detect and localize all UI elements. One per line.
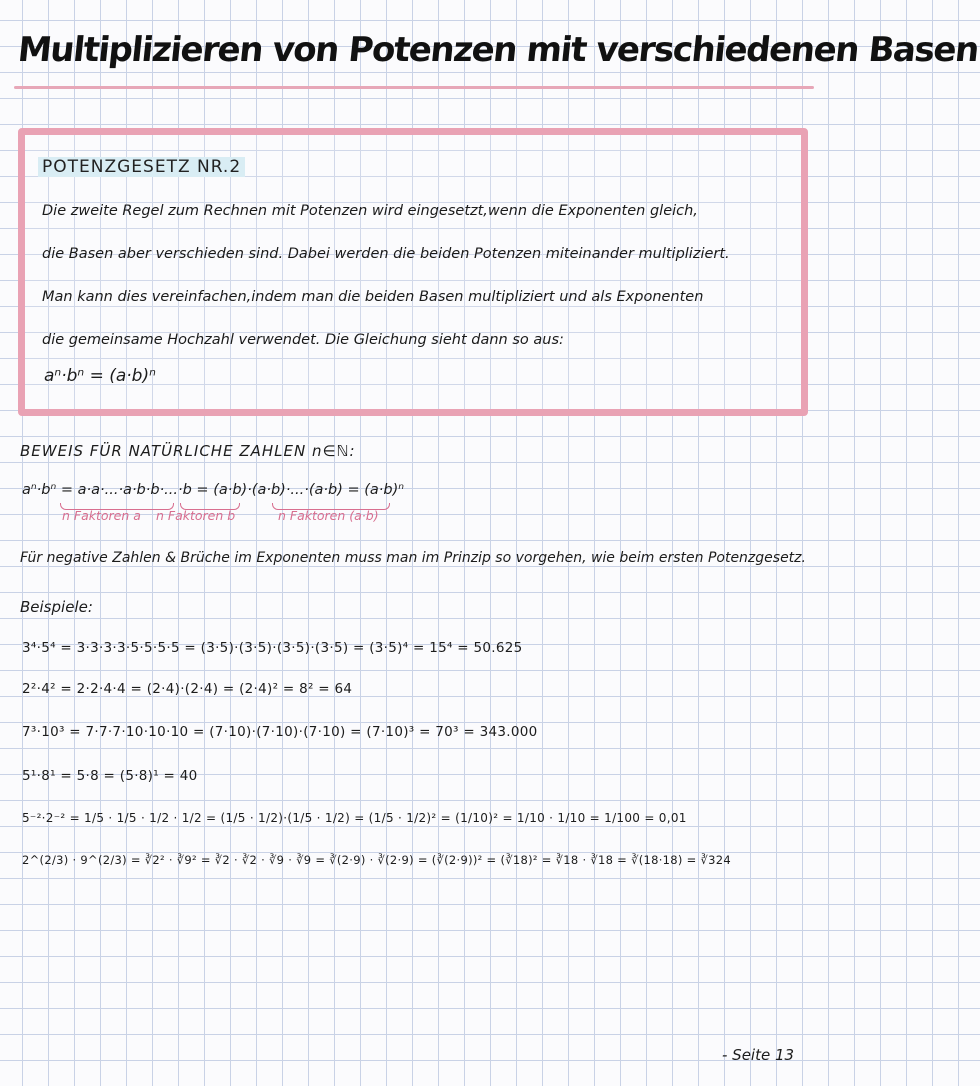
- title-underline: [14, 86, 814, 89]
- label-n-faktoren-ab: n Faktoren (a·b): [278, 508, 379, 523]
- rule-text-line: Man kann dies vereinfachen,indem man die beiden Basen multipliziert und als Exponenten: [42, 289, 704, 305]
- label-n-faktoren-b: n Faktoren b: [156, 508, 236, 523]
- proof-heading: BEWEIS FÜR NATÜRLICHE ZAHLEN n∈ℕ:: [20, 442, 356, 460]
- example-3: 7³·10³ = 7·7·7·10·10·10 = (7·10)·(7·10)·(7·10) = (7·10)³ = 70³ = 343.000: [22, 724, 538, 740]
- rule-formula: aⁿ·bⁿ = (a·b)ⁿ: [44, 366, 156, 386]
- label-n-faktoren-a: n Faktoren a: [62, 508, 141, 523]
- examples-heading: Beispiele:: [20, 598, 93, 616]
- page-number: - Seite 13: [722, 1046, 795, 1064]
- example-2: 2²·4² = 2·2·4·4 = (2·4)·(2·4) = (2·4)² = 8² = 64: [22, 681, 353, 697]
- note-text: Für negative Zahlen & Brüche im Exponenten muss man im Prinzip so vorgehen, wie beim ersten Potenzgesetz.: [20, 550, 806, 566]
- example-6: 2^(2/3) · 9^(2/3) = ∛2² · ∛9² = ∛2 · ∛2 · ∛9 · ∛9 = ∛(2·9) · ∛(2·9) = (∛(2·9))² = (∛18)² = ∛18 · ∛18 = ∛(18·18) = ∛324: [22, 853, 732, 867]
- example-4: 5¹·8¹ = 5·8 = (5·8)¹ = 40: [22, 768, 198, 784]
- example-1: 3⁴·5⁴ = 3·3·3·3·5·5·5·5 = (3·5)·(3·5)·(3·5)·(3·5) = (3·5)⁴ = 15⁴ = 50.625: [22, 640, 523, 656]
- rule-text-line: die gemeinsame Hochzahl verwendet. Die Gleichung sieht dann so aus:: [42, 332, 564, 348]
- rule-text-line: Die zweite Regel zum Rechnen mit Potenzen wird eingesetzt,wenn die Exponenten gleich,: [42, 203, 698, 219]
- page-title: Multiplizieren von Potenzen mit verschiedenen Basen: [15, 30, 980, 70]
- rule-text-line: die Basen aber verschieden sind. Dabei werden die beiden Potenzen miteinander multipliziert.: [42, 246, 730, 262]
- rule-heading: POTENZGESETZ NR.2: [38, 157, 245, 177]
- example-5: 5⁻²·2⁻² = 1/5 · 1/5 · 1/2 · 1/2 = (1/5 · 1/2)·(1/5 · 1/2) = (1/5 · 1/2)² = (1/10)² = 1/10 · 1/10 = 1/100 = 0,01: [22, 811, 687, 825]
- proof-equation: aⁿ·bⁿ = a·a·...·a·b·b·...·b = (a·b)·(a·b)·...·(a·b) = (a·b)ⁿ: [22, 482, 405, 498]
